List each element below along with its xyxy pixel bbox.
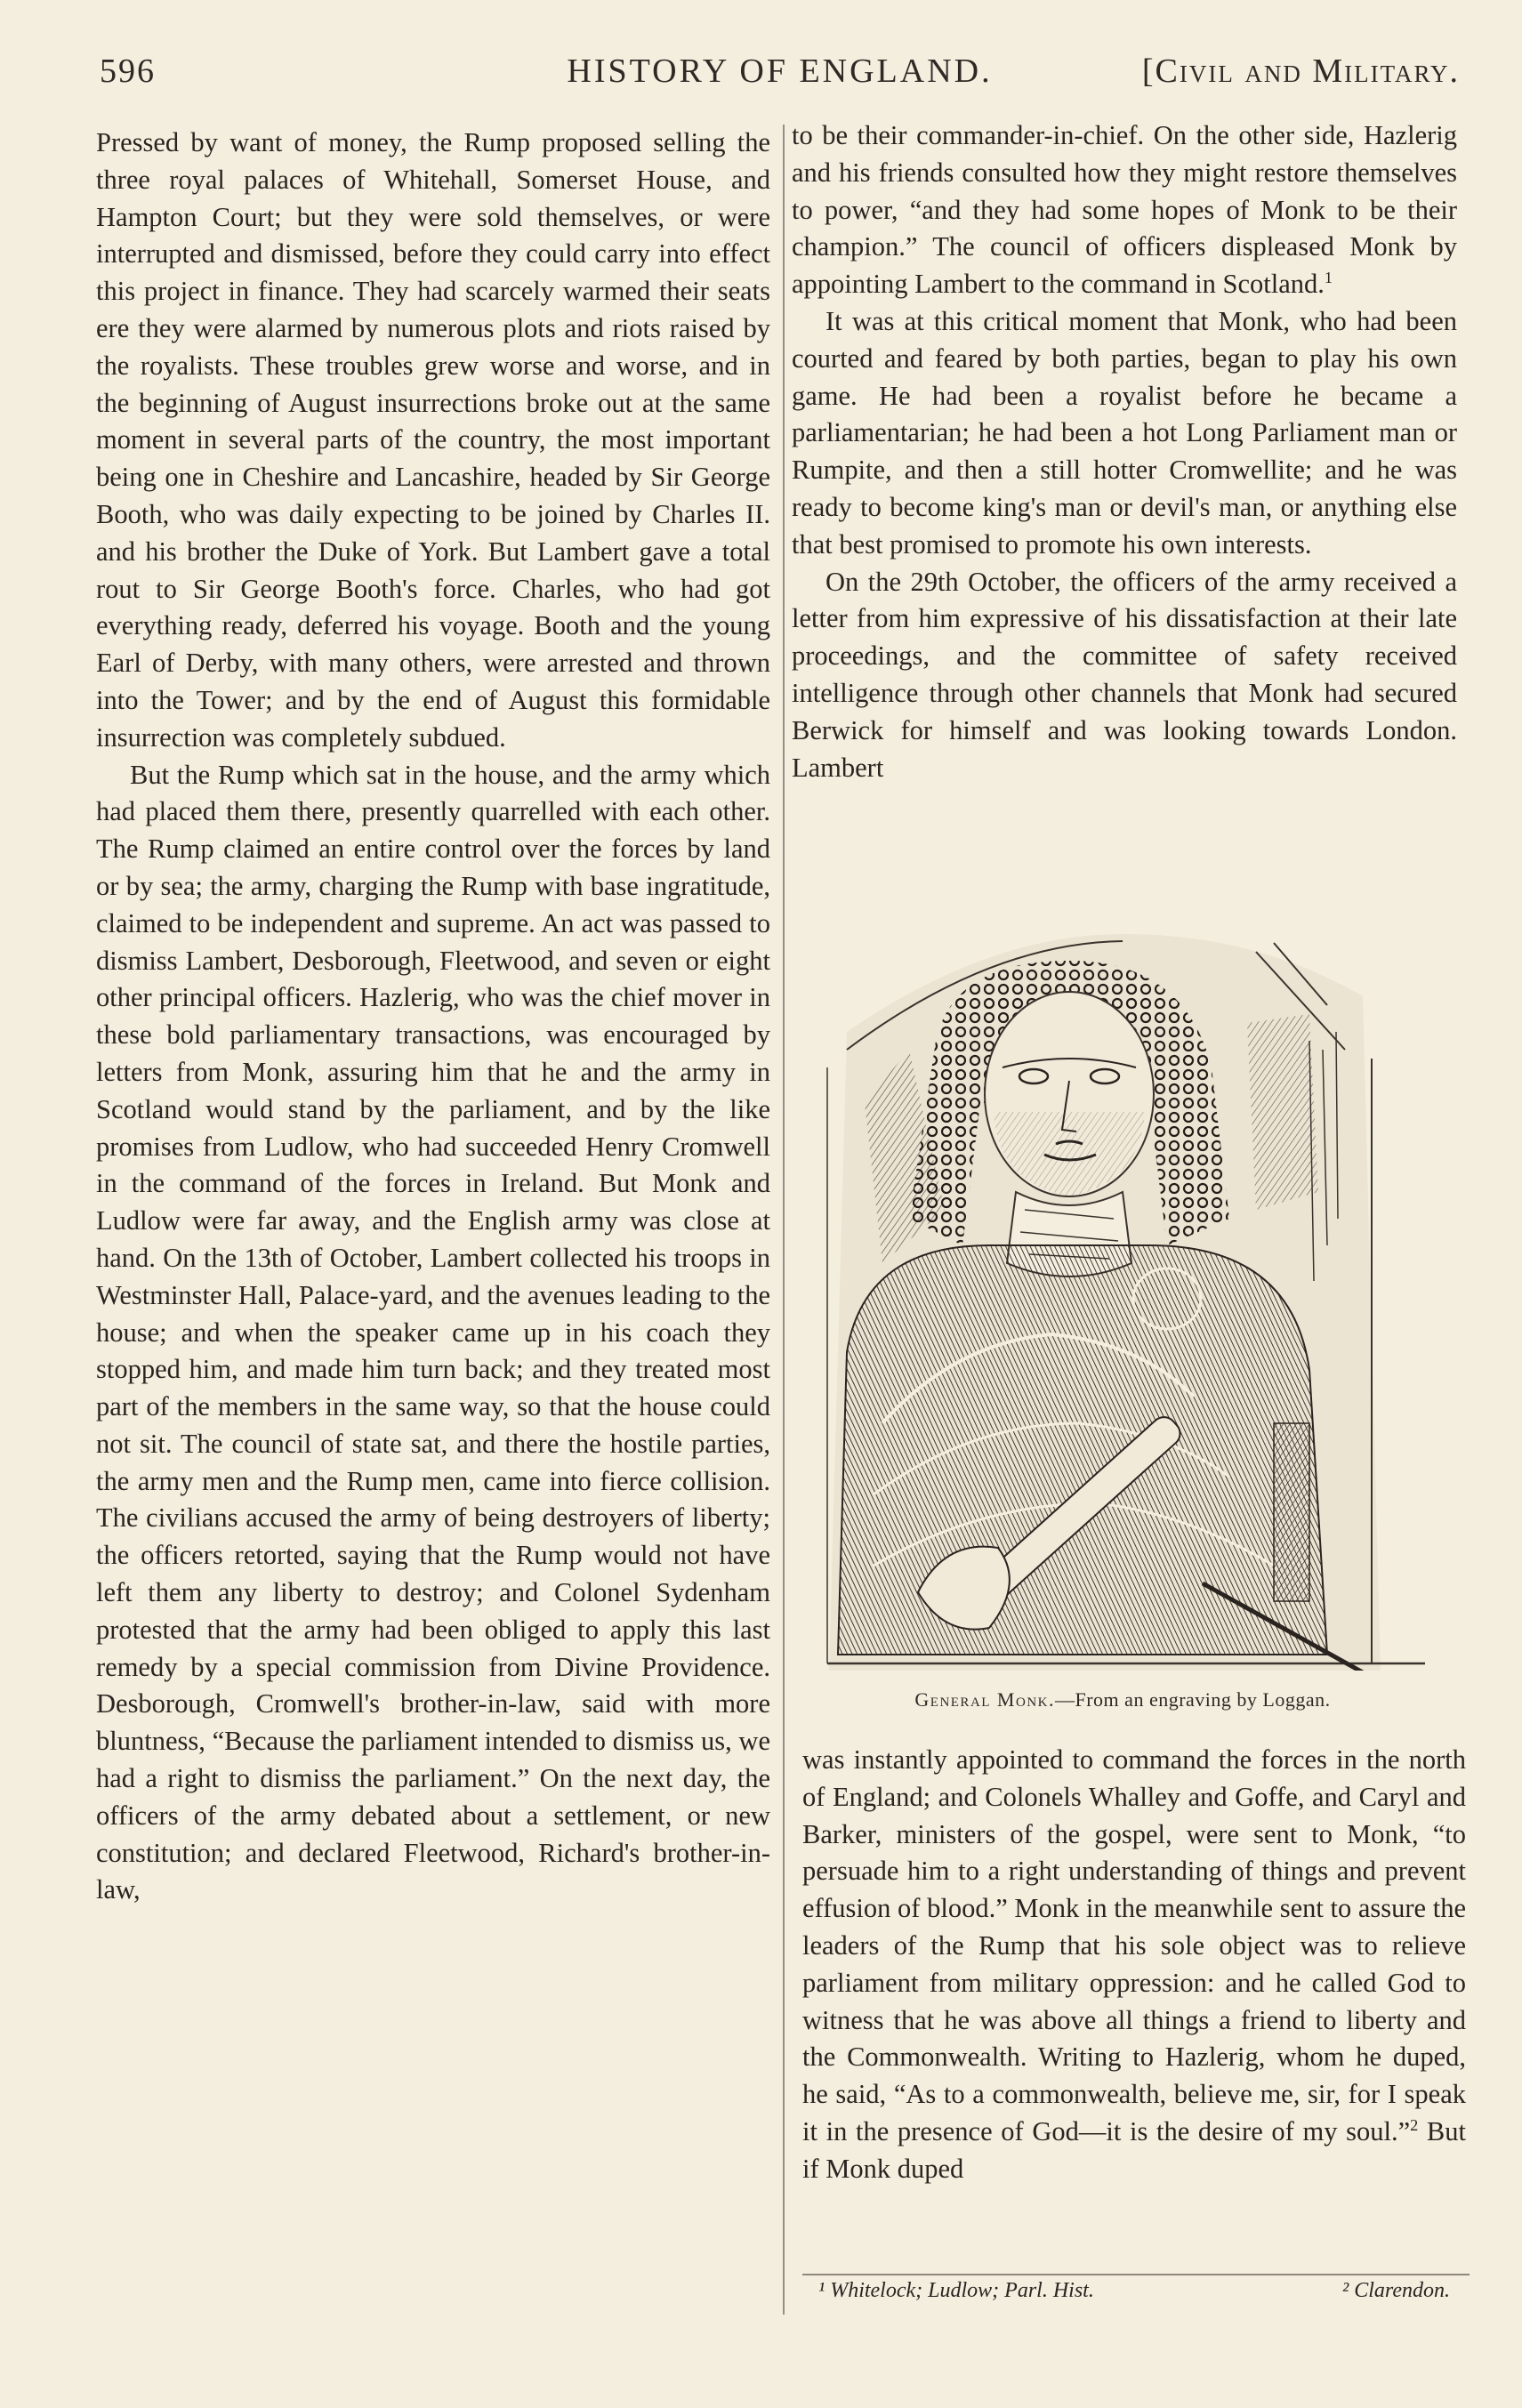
- paragraph: Pressed by want of money, the Rump proposed selling the three royal palaces of Whitehall, Somerset House, and Hampton Court; but they were sold themselves, or were interrupted and dismissed, before they could carry into effect this project in finance. They had scarcely warmed their seats ere they were alarmed by numerous plots and riots raised by the royalists. These troubles grew worse and worse, and in the beginning of August insurrections broke out at the same moment in several parts of the country, the most important being one in Cheshire and Lancashire, headed by Sir George Booth, who was daily expecting to be joined by Charles II. and his brother the Duke of York. But Lambert gave a total rout to Sir George Booth's force. Charles, who had got everything ready, deferred his voyage. Booth and the young Earl of Derby, with many others, were arrested and thrown into the Tower; and by the end of August this formidable insurrection was completely subdued.: [96, 127, 770, 753]
- section-title: [Civil and Military.: [1141, 52, 1460, 90]
- paragraph-tail: But if Monk duped: [802, 2115, 1466, 2184]
- paragraph-text: to be their commander-in-chief. On the other side, Hazlerig and his friends consulted how they might restore themselves to power, “and they had some hopes of Monk to be their champion.” The council of officers displeased Monk by appointing Lambert to the command in Scotland.: [792, 120, 1457, 300]
- footnote-mark: 2: [1410, 2115, 1419, 2134]
- page-number: 596: [100, 52, 156, 90]
- engraving-portrait: [811, 925, 1434, 1671]
- paragraph: But the Rump which sat in the house, and the army which had placed them there, presently quarrelled with each other. The Rump claimed an entire control over the forces by land or by sea; the army, charging the Rump with base ingratitude, claimed to be independent and supreme. An act was passed to dismiss Lambert, Desborough, Fleetwood, and seven or eight other principal officers. Hazlerig, who was the chief mover in these bold parliamentary transactions, was encouraged by letters from Monk, assuring him that he and the army in Scotland would stand by the parliament, and by the like promises from Ludlow, who had succeeded Henry Cromwell in the command of the forces in Ireland. But Monk and Ludlow were far away, and the English army was close at hand. On the 13th of October, Lambert collected his troops in Westminster Hall, Palace-yard, and the avenues leading to the house; and when the speaker came up in his coach they stopped him, and made him turn back; and they treated most part of the members in the same way, so that the house could not sit. The council of state sat, and there the hostile parties, the army men and the Rump men, came into fierce collision. The civilians accused the army of being destroyers of liberty; the officers retorted, saying that the Rump would not have left them any liberty to destroy; and Colonel Sydenham protested that the army had been obliged to apply this last remedy by a special commission from Divine Providence. Desborough, Cromwell's brother-in-law, said with more bluntness, “Because the parliament intended to dismiss us, we had a right to dismiss the parliament.” On the next day, the officers of the army debated about a settlement, or new constitution; and declared Fleetwood, Richard's brother-in-law,: [96, 759, 770, 1905]
- running-title: HISTORY OF ENGLAND.: [567, 52, 993, 90]
- paragraph: [802, 1742, 1466, 2188]
- paragraph: [792, 117, 1457, 303]
- caption-text: —From an engraving by Loggan.: [1055, 1688, 1331, 1711]
- paragraph: It was at this critical moment that Monk, who had been courted and feared by both parties, began to play his own game. He had been a royalist before he became a parliamentarian; he had been a hot Long Parliament man or Rumpite, and then a still hotter Cromwellite; and he was ready to become king's man or devil's man, or anything else that best promised to promote his own interests.: [792, 305, 1457, 560]
- right-column-bottom: [802, 1742, 1466, 2188]
- running-header: [100, 52, 1460, 96]
- right-column-top: [792, 117, 1457, 786]
- footnote-2: ² Clarendon.: [1342, 2279, 1450, 2302]
- column-divider: [783, 125, 785, 2315]
- portrait-illustration: [811, 925, 1434, 1671]
- footnote-1: ¹ Whitelock; Ludlow; Parl. Hist.: [818, 2279, 1094, 2302]
- paragraph-text: was instantly appointed to command the forces in the north of England; and Colonels Whalley and Goffe, and Caryl and Barker, ministers of the gospel, were sent to Monk, “to persuade him to a right understanding of things and prevent effusion of blood.” Monk in the meanwhile sent to assure the leaders of the Rump that his sole object was to relieve parliament from military oppression: and he called God to witness that he was above all things a friend to liberty and the Commonwealth. Writing to Hazlerig, whom he duped, he said, “As to a commonwealth, believe me, sir, for I speak it in the presence of God—it is the desire of my soul.”: [802, 1744, 1466, 2146]
- footnote-divider: [802, 2274, 1470, 2275]
- caption-name: General Monk.: [914, 1688, 1055, 1711]
- footnotes: [818, 2279, 1459, 2315]
- paragraph: On the 29th October, the officers of the army received a letter from him expressive of his dissatisfaction at their late proceedings, and the committee of safety received intelligence through other channels that Monk had secured Berwick for himself and was looking towards London. Lambert: [792, 566, 1457, 783]
- left-column: [96, 125, 770, 1909]
- footnote-mark: 1: [1324, 269, 1333, 287]
- figure-caption: [811, 1688, 1434, 1711]
